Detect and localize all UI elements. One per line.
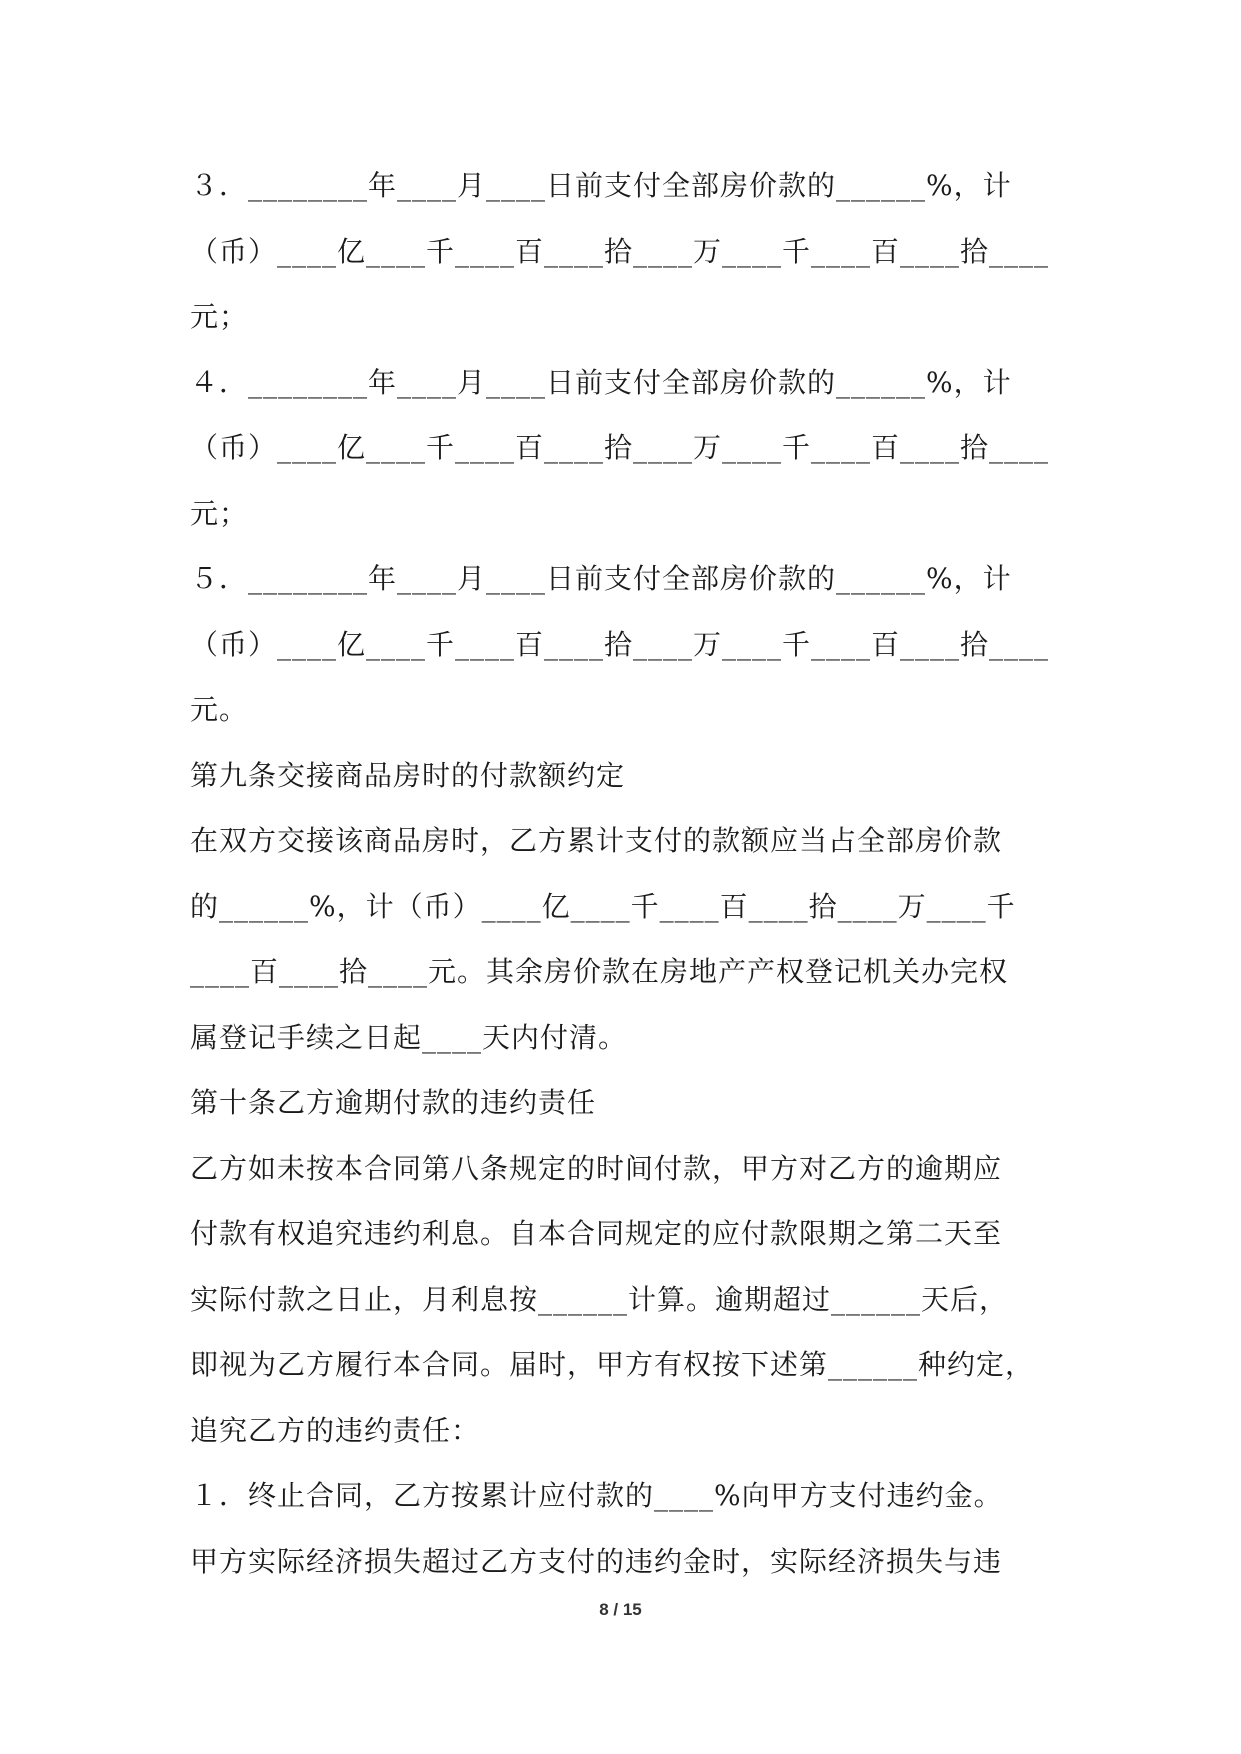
section-heading: 第十条乙方逾期付款的违约责任 xyxy=(190,1086,597,1119)
text-line: 元； xyxy=(190,300,249,333)
document-body xyxy=(190,153,1070,1594)
text-line: １．终止合同，乙方按累计应付款的____%向甲方支付违约金。 xyxy=(190,1479,1003,1512)
text-line: 元。 xyxy=(190,693,249,726)
text-line: ____百____拾____元。其余房价款在房地产产权登记机关办完权 xyxy=(190,955,1009,988)
page-number: 8 / 15 xyxy=(599,1600,642,1619)
section-heading: 第九条交接商品房时的付款额约定 xyxy=(190,758,626,792)
text-line: ３．________年____月____日前支付全部房价款的______%，计 xyxy=(190,169,1012,202)
text-line: （币）____亿____千____百____拾____万____千____百____拾____ xyxy=(190,431,1050,464)
text-line: 的______%，计（币）____亿____千____百____拾____万____千 xyxy=(190,889,1016,923)
text-line: 付款有权追究违约利息。自本合同规定的应付款限期之第二天至 xyxy=(190,1217,1003,1250)
text-line: 实际付款之日止，月利息按______计算。逾期超过______天后， xyxy=(190,1282,1009,1316)
text-line: 即视为乙方履行本合同。届时，甲方有权按下述第______种约定， xyxy=(190,1348,1035,1381)
text-line: （币）____亿____千____百____拾____万____千____百____拾____ xyxy=(190,627,1050,661)
text-line: （币）____亿____千____百____拾____万____千____百____拾____ xyxy=(190,234,1050,268)
text-line: ５．________年____月____日前支付全部房价款的______%，计 xyxy=(190,562,1012,595)
text-line: 追究乙方的违约责任： xyxy=(190,1413,481,1447)
text-line: 元； xyxy=(190,496,249,530)
text-line: 在双方交接该商品房时，乙方累计支付的款额应当占全部房价款 xyxy=(190,824,1003,857)
text-line: ４．________年____月____日前支付全部房价款的______%，计 xyxy=(190,365,1012,399)
text-line: 属登记手续之日起____天内付清。 xyxy=(190,1020,628,1054)
text-line: 乙方如未按本合同第八条规定的时间付款，甲方对乙方的逾期应 xyxy=(190,1151,1003,1185)
text-line: 甲方实际经济损失超过乙方支付的违约金时，实际经济损失与违 xyxy=(190,1544,1003,1578)
